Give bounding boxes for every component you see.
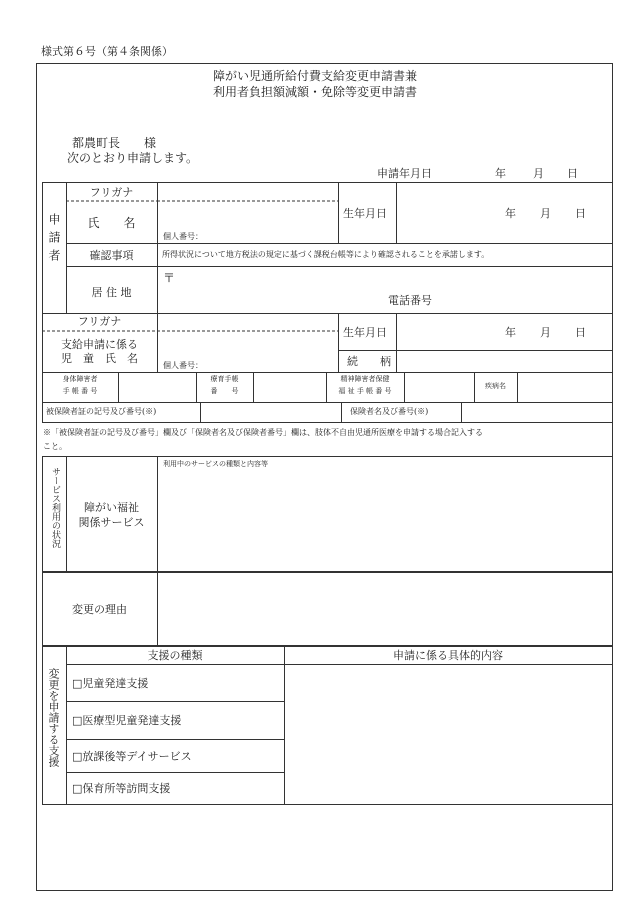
application-date-label: 申請年月日 bbox=[377, 167, 432, 180]
applicant-section-label: 申請者 bbox=[47, 213, 61, 267]
application-date-month: 月 bbox=[533, 167, 544, 180]
relationship-label: 続 柄 bbox=[347, 355, 391, 368]
note-line2: こと。 bbox=[43, 442, 67, 451]
reason-label: 変更の理由 bbox=[72, 603, 127, 616]
disability-book-label-line1: 身体障害者 bbox=[62, 375, 98, 383]
support-detail-header: 申請に係る具体的内容 bbox=[393, 649, 503, 662]
applicant-birthdate-day: 日 bbox=[575, 207, 586, 220]
child-birthdate-month: 月 bbox=[540, 326, 551, 339]
service-section-label: サービス利用の状況 bbox=[50, 467, 60, 548]
insurer-label: 保険者名及び番号(※) bbox=[350, 407, 429, 416]
application-date-day: 日 bbox=[567, 167, 578, 180]
addressee: 都農町長 様 bbox=[72, 136, 157, 150]
option-medical-child-development-support[interactable]: □医療型児童発達支援 bbox=[72, 714, 182, 727]
ryoiku-book-label-line2: 番 号 bbox=[210, 387, 239, 395]
application-date-year: 年 bbox=[495, 167, 506, 180]
option-after-school-day-service[interactable]: □放課後等デイサービス bbox=[72, 750, 192, 763]
service-content-header: 利用中のサービスの種類と内容等 bbox=[163, 460, 268, 468]
applicant-birthdate-year: 年 bbox=[505, 207, 516, 220]
applicant-name-label: 氏 名 bbox=[87, 216, 136, 230]
child-birthdate-year: 年 bbox=[505, 326, 516, 339]
insured-card-label: 被保険者証の記号及び番号(※) bbox=[46, 407, 157, 416]
option-child-development-support[interactable]: □児童発達支援 bbox=[72, 677, 149, 690]
child-birthdate-label: 生年月日 bbox=[343, 326, 387, 339]
service-row-label-line1: 障がい福祉 bbox=[84, 501, 139, 514]
child-name-label-line2: 児 童 氏 名 bbox=[61, 352, 138, 365]
applicant-furigana-label: フリガナ bbox=[89, 186, 134, 199]
child-name-label-line1: 支給申請に係る bbox=[61, 338, 138, 351]
form-title-line2: 利用者負担額減額・免除等変更申請書 bbox=[212, 85, 417, 99]
applicant-birthdate-label: 生年月日 bbox=[343, 207, 387, 220]
mental-book-label-line2: 福 祉 手 帳 番 号 bbox=[338, 387, 392, 395]
confirm-label: 確認事項 bbox=[89, 249, 134, 262]
note-line1: ※「被保険者証の記号及び番号」欄及び「保険者名及び保険者番号」欄は、肢体不自由児通所医療を申請する場合記入する bbox=[43, 428, 483, 437]
service-row-label-line2: 関係サービス bbox=[78, 516, 145, 529]
option-nursery-visit-support[interactable]: □保育所等訪問支援 bbox=[72, 782, 171, 795]
disability-book-label-line2: 手 帳 番 号 bbox=[62, 387, 98, 395]
applicant-personal-number-label: 個人番号： bbox=[163, 232, 203, 241]
change-section-label: 変更を申請する支援 bbox=[47, 668, 60, 767]
child-personal-number-label: 個人番号： bbox=[163, 361, 203, 370]
confirm-text: 所得状況について地方税法の規定に基づく課税台帳等により確認されることを承諾します。 bbox=[162, 250, 490, 259]
child-birthdate-day: 日 bbox=[575, 326, 586, 339]
ryoiku-book-label-line1: 療育手帳 bbox=[210, 375, 239, 383]
phone-label: 電話番号 bbox=[388, 294, 432, 307]
support-type-header: 支援の種類 bbox=[147, 649, 203, 662]
form-title-line1: 障がい児通所給付費支給変更申請書兼 bbox=[212, 69, 417, 83]
intro-text: 次のとおり申請します。 bbox=[67, 151, 199, 165]
form-number: 様式第６号（第４条関係） bbox=[41, 45, 173, 58]
mental-book-label-line1: 精神障害者保健 bbox=[340, 375, 390, 383]
postal-mark: 〒 bbox=[163, 271, 176, 285]
disease-label: 疾病名 bbox=[485, 382, 506, 390]
child-furigana-label: フリガナ bbox=[77, 315, 122, 328]
applicant-birthdate-month: 月 bbox=[540, 207, 551, 220]
address-label: 居 住 地 bbox=[91, 286, 132, 299]
